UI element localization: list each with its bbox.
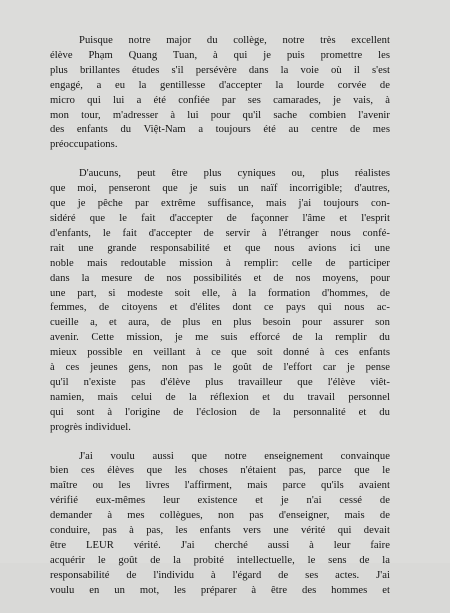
- text-line: préoccupations.: [50, 139, 118, 151]
- text-line: vérifié eux-mêmes leur existence et je n'ai cessé de: [50, 495, 390, 507]
- paragraph: [50, 34, 390, 153]
- text-line: élève Phạm Quang Tuan, à qui je puis promettre les: [50, 49, 390, 61]
- text-line: une part, si modeste soit elle, à la formation d'hommes, de: [50, 287, 390, 299]
- text-line: progrès individuel.: [50, 421, 131, 433]
- text-line: acquérir le goût de la probité intellectuelle, le sens de la: [50, 554, 390, 566]
- text-line: plus brillantes études s'il persévère dans la voie où il s'est: [50, 64, 390, 76]
- text-line: qu'il n'existe pas d'élève plus travailleur que l'élève viêt-: [50, 376, 390, 388]
- text-line: des enfants du Việt-Nam a toujours été au centre de mes: [50, 124, 390, 136]
- text-line: cueille a, et aura, de plus en plus besoin pour assurer son: [50, 317, 390, 329]
- text-line: demander à mes collègues, non pas d'enseigner, mais de: [50, 510, 390, 522]
- text-line: qui sont à l'origine de l'éclosion de la personnalité et du: [50, 406, 390, 418]
- text-line: J'ai voulu aussi que notre enseignement convainque: [79, 450, 390, 462]
- paragraph: [50, 167, 390, 435]
- text-line: femmes, de citoyens et d'élites dont ce pays qui nous ac-: [50, 302, 390, 314]
- text-line: D'aucuns, peut être plus cyniques ou, plus réalistes: [79, 168, 390, 180]
- text-line: d'enfants, le fait d'accepter de servir à l'étranger nous confé-: [50, 227, 390, 239]
- text-line: être LEUR vérité. J'ai cherché aussi à leur faire: [50, 540, 390, 551]
- text-line: avenir. Cette mission, je me suis efforcé de la remplir du: [50, 332, 390, 344]
- text-line: que moi, penseront que je suis un naïf incorrigible; d'autres,: [50, 183, 390, 195]
- text-line: micro qui lui a été confiée par ses camarades, je vais, à: [50, 94, 390, 106]
- text-line: Puisque notre major du collège, notre très excellent: [79, 35, 390, 46]
- text-line: maître ou les livres l'affirment, mais parce qu'ils avaient: [50, 480, 390, 492]
- text-line: responsabilité de l'individu à l'égard de ses actes. J'ai: [50, 569, 390, 581]
- text-line: noble mais redoutable mission à remplir: celle de participer: [50, 257, 390, 269]
- text-line: mon tour, m'adresser à lui pour qu'il sache combien l'avenir: [50, 109, 390, 121]
- text-line: que je pêche par extrême suffisance, mais j'ai toujours con-: [50, 198, 390, 210]
- text-line: engagé, a eu la gentillesse d'accepter la lourde corvée de: [50, 79, 390, 91]
- text-line: bien ces élèves que les choses n'étaient pas, parce que le: [50, 465, 390, 477]
- text-line: namien, mais celui de la réflexion et du travail personnel: [50, 391, 390, 403]
- paragraph: [50, 450, 390, 599]
- text-line: dans la mesure de nos possibilités et de nos moyens, pour: [50, 272, 390, 284]
- text-line: sidéré que le fait d'accepter de façonner l'âme et l'esprit: [50, 212, 390, 224]
- text-line: voulu en un mot, les préparer à être des hommes et: [50, 584, 390, 596]
- text-line: conduire, pas à pas, les enfants vers une vérité qui devait: [50, 525, 390, 537]
- body-text: [50, 34, 390, 613]
- text-line: à ces jeunes gens, non pas le goût de l'effort car je pense: [50, 362, 390, 374]
- text-line: mieux possible en veillant à ce que soit donné à ces enfants: [50, 347, 390, 359]
- text-line: rait une grande responsabilité et que nous avions ici une: [50, 242, 390, 254]
